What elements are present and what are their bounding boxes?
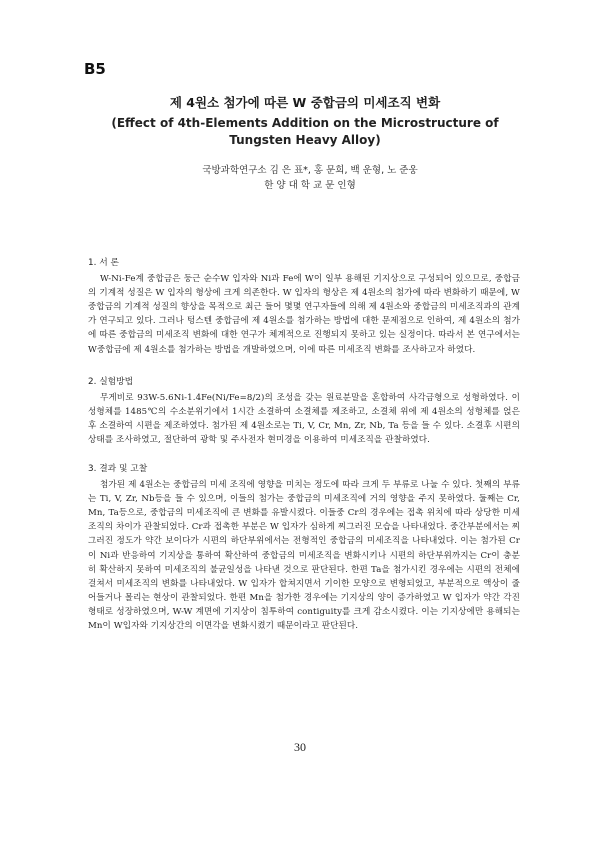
section-body: 첨가된 제 4원소는 중합금의 미세 조직에 영향을 미치는 정도에 따라 크게 두 부류로 나눌 수 있다. 첫째의 부류는 Ti, V, Zr, Nb등을 들 수 있으며, 이들의 첨가는 중합금의 미세조직에 거의 영향을 주지 못하였다. 둘째는 Cr, Mn, Ta등으로, 중합금의 미세조직에 큰 변화를 유발시켰다. 이들중 Cr의 경우에는 접촉 위치에 따라 상당한 미세조직의 차이가 관찰되었다. Cr과 접촉한 부분은 W 입자가 심하게 찌그러진 모습을 나타내었다. 중간부분에서는 찌그러진 정도가 약간 보이다가 시편의 하단부위에서는 전형적인 중합금의 미세조직을 나타내었다. 이는 첨가된 Cr이 Ni과 반응하여 기지상을 통하여 확산하여 중합금의 미세조직을 변화시키나 시편의 하단부위까지는 Cr이 충분히 확산하지 못하여 미세조직의 불균일성을 나타낸 것으로 판단된다. 한편 Ta을 첨가시킨 경우에는 시편의 전체에 걸쳐서 미세조직의 변화를 나타내었다. W 입자가 합쳐지면서 기이한 모양으로 변형되었고, 부분적으로 액상이 줄어들거나 몰리는 현상이 관찰되었다. 한편 Mn을 첨가한 경우에는 기지상의 양이 증가하였고 W 입자가 약간 각진형태로 성장하였으며, W-W 계면에 기지상이 침투하여 contiguity를 크게 감소시켰다. 이는 기지상에만 용해되는 Mn이 W입자와 기지상간의 이면각을 변화시켰기 때문이라고 판단된다. xyxy=(88,480,520,632)
section-methods xyxy=(88,375,520,447)
title-block xyxy=(110,93,500,149)
section-heading: 1. 서 론 xyxy=(88,258,119,268)
section-heading: 3. 결과 및 고찰 xyxy=(88,464,148,474)
section-body: W-Ni-Fe계 중합금은 둥근 순수W 입자와 Ni과 Fe에 W이 일부 용해된 기지상으로 구성되어 있으므로, 중합금의 기계적 성질은 W 입자의 형상에 크게 의존한다. W 입자의 형상은 제 4원소의 첨가에 따라 변화하기 때문에, W 중합금의 기계적 성질의 향상을 목적으로 최근 들어 몇몇 연구자들에 의해 제 4원소와 중합금의 미세조직과의 관계가 연구되고 있다. 그러나 텅스텐 중합금에 제 4원소를 첨가하는 방법에 대한 문제점으로 인하여, 제 4원소의 첨가에 따른 중합금의 미세조직 변화에 대한 연구가 체계적으로 진행되지 못하고 있는 실정이다. 따라서 본 연구에서는 W중합금에 제 4원소를 첨가하는 방법을 개발하였으며, 이에 따른 미세조직 변화를 조사하고자 하였다. xyxy=(88,274,520,355)
section-body: 무게비로 93W-5.6Ni-1.4Fe(Ni/Fe=8/2)의 조성을 갖는 원료분말을 혼합하여 사각금형으로 성형하였다. 이 성형체를 1485℃의 수소분위기에서 1시간 소결하여 소결체를 제조하고, 소결체 위에 제 4원소의 성형체를 얹은 후 소결하여 시편을 제조하였다. 첨가된 제 4원소로는 Ti, V, Cr, Mn, Zr, Nb, Ta 등을 들 수 있다. 소결후 시편의 상태를 조사하였고, 절단하여 광학 및 주사전자 현미경을 이용하여 미세조직을 관찰하였다. xyxy=(88,393,520,446)
korean-title: 제 4원소 첨가에 따른 W 중합금의 미세조직 변화 xyxy=(169,95,441,110)
page-number: 30 xyxy=(294,740,306,754)
author-line-1: 국방과학연구소 김 은 표*, 홍 문희, 백 운형, 노 준웅 xyxy=(202,165,418,176)
section-heading: 2. 실험방법 xyxy=(88,377,134,387)
english-title-line-1: (Effect of 4th-Elements Addition on the Microstructure of xyxy=(111,116,499,130)
author-line-2: 한 양 대 학 교 문 인형 xyxy=(264,180,356,191)
abstract-code: B5 xyxy=(84,60,106,78)
author-block xyxy=(150,163,470,193)
section-introduction xyxy=(88,256,520,357)
english-title-line-2: Tungsten Heavy Alloy) xyxy=(229,133,381,147)
section-results xyxy=(88,462,520,633)
